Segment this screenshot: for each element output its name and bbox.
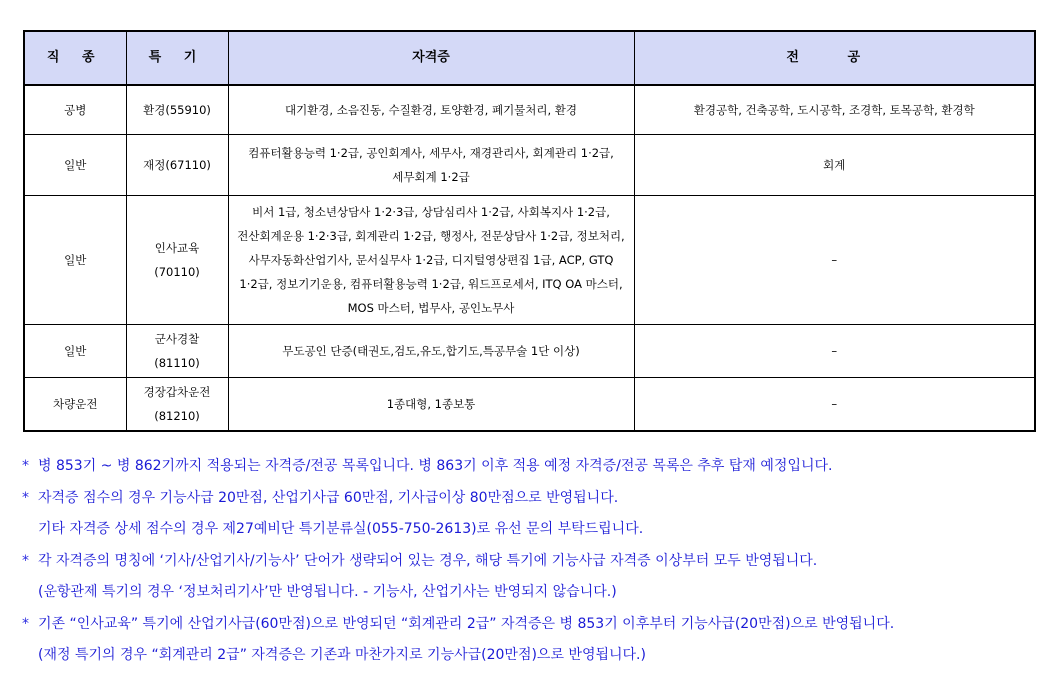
table-row xyxy=(24,85,1035,135)
cell-certificates xyxy=(228,196,634,325)
note-text: (운항관제 특기의 경우 ‘정보처리기사’만 반영됩니다. - 기능사, 산업기사는 반영되지 않습니다.) xyxy=(38,584,617,600)
cell-job-type: 일반 xyxy=(24,135,126,196)
header-certificates: 자격증 xyxy=(228,31,634,85)
note-item xyxy=(22,609,1062,641)
cell-specialty: 환경(55910) xyxy=(126,85,228,135)
table-row xyxy=(24,378,1035,432)
cell-job-type: 일반 xyxy=(24,325,126,378)
asterisk-icon: * xyxy=(22,615,29,632)
certificate-line: 대기환경, 소음진동, 수질환경, 토양환경, 폐기물처리, 환경 xyxy=(284,103,578,117)
certificate-line: 전산회계운용 1·2·3급, 회계관리 1·2급, 행정사, 전문상담사 1·2급, 정보처리, xyxy=(237,229,625,243)
table-row xyxy=(24,325,1035,378)
note-text: 각 자격증의 명칭에 ‘기사/산업기사/기능사’ 단어가 생략되어 있는 경우, 해당 특기에 기능사급 자격증 이상부터 모두 반영됩니다. xyxy=(38,552,818,569)
cell-certificates xyxy=(228,325,634,378)
cell-specialty: 재정(67110) xyxy=(126,135,228,196)
table-row xyxy=(24,196,1035,325)
note-item xyxy=(22,577,1062,609)
certificate-line: 1종대형, 1종보통 xyxy=(386,397,476,411)
certificate-line: 무도공인 단증(태권도,검도,유도,합기도,특공무술 1단 이상) xyxy=(282,344,580,358)
cell-certificates xyxy=(228,135,634,196)
note-text: (재정 특기의 경우 “회계관리 2급” 자격증은 기존과 마찬가지로 기능사급(20만점)으로 반영됩니다.) xyxy=(38,647,646,663)
note-item xyxy=(22,483,1062,515)
certificate-line: MOS 마스터, 법무사, 공인노무사 xyxy=(347,301,515,315)
header-major: 전 공 xyxy=(634,31,1035,85)
cell-specialty xyxy=(126,378,228,432)
certificate-line: 세무회계 1·2급 xyxy=(392,170,470,184)
cell-job-type: 공병 xyxy=(24,85,126,135)
table-header-row xyxy=(24,31,1035,85)
table-row xyxy=(24,135,1035,196)
cell-certificates xyxy=(228,85,634,135)
cell-major: – xyxy=(634,378,1035,432)
note-text: 기존 “인사교육” 특기에 산업기사급(60만점)으로 반영되던 “회계관리 2급” 자격증은 병 853기 이후부터 기능사급(20만점)으로 반영됩니다. xyxy=(38,615,895,632)
specialty-line: 경장갑차운전 xyxy=(143,385,211,399)
asterisk-icon: * xyxy=(22,489,29,506)
cell-certificates xyxy=(228,378,634,432)
specialty-line: (81210) xyxy=(154,409,200,423)
certificate-table xyxy=(23,30,1036,432)
asterisk-icon: * xyxy=(22,552,29,569)
note-text: 병 853기 ~ 병 862기까지 적용되는 자격증/전공 목록입니다. 병 863기 이후 적용 예정 자격증/전공 목록은 추후 탑재 예정입니다. xyxy=(38,458,833,474)
notes-section xyxy=(22,451,1062,672)
cell-specialty: 군사경찰(81110) xyxy=(126,325,228,378)
certificate-line: 1·2급, 정보기기운용, 컴퓨터활용능력 1·2급, 워드프로세서, ITQ OA 마스터, xyxy=(239,277,623,291)
header-specialty: 특 기 xyxy=(126,31,228,85)
cell-major: – xyxy=(634,325,1035,378)
certificate-line: 컴퓨터활용능력 1·2급, 공인회계사, 세무사, 재경관리사, 회계관리 1·2급, xyxy=(248,146,614,160)
cell-job-type: 차량운전 xyxy=(24,378,126,432)
cell-major: 회계 xyxy=(634,135,1035,196)
cell-specialty: 인사교육(70110) xyxy=(126,196,228,325)
asterisk-icon: * xyxy=(22,458,29,474)
note-item xyxy=(22,640,1062,672)
cell-major: – xyxy=(634,196,1035,325)
note-text: 기타 자격증 상세 점수의 경우 제27예비단 특기분류실(055-750-2613)로 유선 문의 부탁드립니다. xyxy=(38,521,644,537)
note-item xyxy=(22,451,1062,483)
note-item xyxy=(22,514,1062,546)
note-item xyxy=(22,546,1062,578)
cell-job-type: 일반 xyxy=(24,196,126,325)
certificate-line: 사무자동화산업기사, 문서실무사 1·2급, 디지털영상편집 1급, ACP, GTQ xyxy=(248,253,614,267)
header-job-type: 직 종 xyxy=(24,31,126,85)
cell-major: 환경공학, 건축공학, 도시공학, 조경학, 토목공학, 환경학 xyxy=(634,85,1035,135)
note-text: 자격증 점수의 경우 기능사급 20만점, 산업기사급 60만점, 기사급이상 80만점으로 반영됩니다. xyxy=(38,489,619,506)
certificate-line: 비서 1급, 청소년상담사 1·2·3급, 상담심리사 1·2급, 사회복지사 1·2급, xyxy=(252,205,610,219)
